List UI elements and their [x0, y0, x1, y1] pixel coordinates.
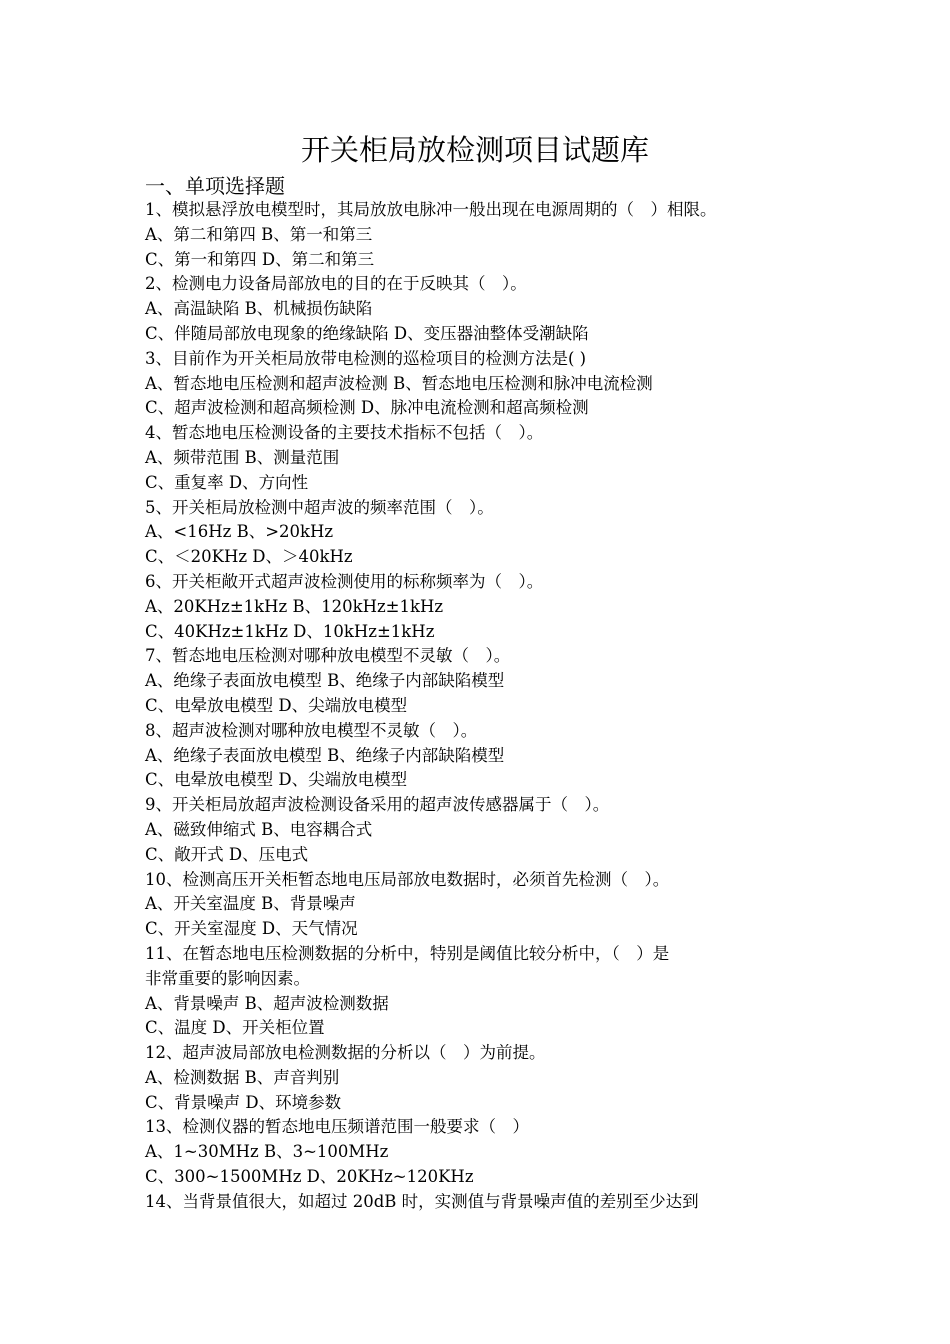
text-line: C、背景噪声 D、环境参数: [145, 1092, 342, 1112]
text-line: A、1~30MHz B、3~100MHz: [145, 1142, 389, 1162]
text-line: A、绝缘子表面放电模型 B、绝缘子内部缺陷模型: [145, 745, 505, 765]
text-line: 7、暂态地电压检测对哪种放电模型不灵敏（ ）。: [145, 646, 511, 666]
text-line: 2、检测电力设备局部放电的目的在于反映其（ ）。: [145, 274, 527, 294]
text-line: A、20KHz±1kHz B、120kHz±1kHz: [145, 596, 444, 616]
text-line: C、40KHz±1kHz D、10kHz±1kHz: [145, 621, 435, 641]
text-line: C、开关室湿度 D、天气情况: [145, 919, 358, 939]
text-line: 11、在暂态地电压检测数据的分析中，特别是阈值比较分析中，（ ）是: [145, 943, 670, 963]
text-line: C、电晕放电模型 D、尖端放电模型: [145, 695, 408, 715]
text-line: 12、超声波局部放电检测数据的分析以（ ）为前提。: [145, 1043, 546, 1063]
text-line: A、高温缺陷 B、机械损伤缺陷: [145, 299, 373, 319]
text-line: C、重复率 D、方向性: [145, 472, 309, 492]
text-line: 8、超声波检测对哪种放电模型不灵敏（ ）。: [145, 720, 478, 740]
text-line: C、300~1500MHz D、20KHz~120KHz: [145, 1167, 474, 1187]
text-line: C、第一和第四 D、第二和第三: [145, 249, 375, 269]
text-line: A、背景噪声 B、超声波检测数据: [145, 993, 389, 1013]
text-line: 非常重要的影响因素。: [145, 968, 310, 988]
text-line: A、绝缘子表面放电模型 B、绝缘子内部缺陷模型: [145, 671, 505, 691]
text-line: 5、开关柜局放检测中超声波的频率范围（ ）。: [145, 497, 494, 517]
text-line: A、暂态地电压检测和超声波检测 B、暂态地电压检测和脉冲电流检测: [145, 373, 653, 393]
text-line: 6、开关柜敞开式超声波检测使用的标称频率为（ ）。: [145, 571, 544, 591]
question-list: [145, 198, 835, 1215]
text-line: 14、当背景值很大，如超过 20dB 时，实测值与背景噪声值的差别至少达到: [145, 1191, 699, 1211]
text-line: A、开关室温度 B、背景噪声: [145, 894, 356, 914]
section-heading: 一、单项选择题: [145, 174, 285, 198]
text-line: A、磁致伸缩式 B、电容耦合式: [145, 819, 373, 839]
page-title: 开关柜局放检测项目试题库: [300, 133, 649, 167]
text-line: C、敞开式 D、压电式: [145, 844, 309, 864]
text-line: C、电晕放电模型 D、尖端放电模型: [145, 770, 408, 790]
text-line: A、第二和第四 B、第一和第三: [145, 224, 373, 244]
text-line: C、伴随局部放电现象的绝缘缺陷 D、变压器油整体受潮缺陷: [145, 323, 589, 343]
text-line: C、＜20KHz D、＞40kHz: [145, 547, 353, 567]
text-line: 4、暂态地电压检测设备的主要技术指标不包括（ ）。: [145, 423, 544, 443]
text-line: 1、模拟悬浮放电模型时，其局放放电脉冲一般出现在电源周期的（ ）相限。: [145, 200, 717, 219]
text-line: 3、目前作为开关柜局放带电检测的巡检项目的检测方法是( ): [145, 348, 587, 368]
text-line: 9、开关柜局放超声波检测设备采用的超声波传感器属于（ ）。: [145, 795, 610, 815]
text-line: C、温度 D、开关柜位置: [145, 1018, 325, 1038]
text-line: A、频带范围 B、测量范围: [145, 447, 340, 467]
text-line: 13、检测仪器的暂态地电压频谱范围一般要求（ ）: [145, 1117, 529, 1137]
text-line: A、<16Hz B、>20kHz: [145, 522, 334, 542]
text-line: C、超声波检测和超高频检测 D、脉冲电流检测和超高频检测: [145, 398, 589, 418]
text-line: 10、检测高压开关柜暂态地电压局部放电数据时，必须首先检测（ ）。: [145, 869, 670, 889]
text-line: A、检测数据 B、声音判别: [145, 1067, 340, 1087]
